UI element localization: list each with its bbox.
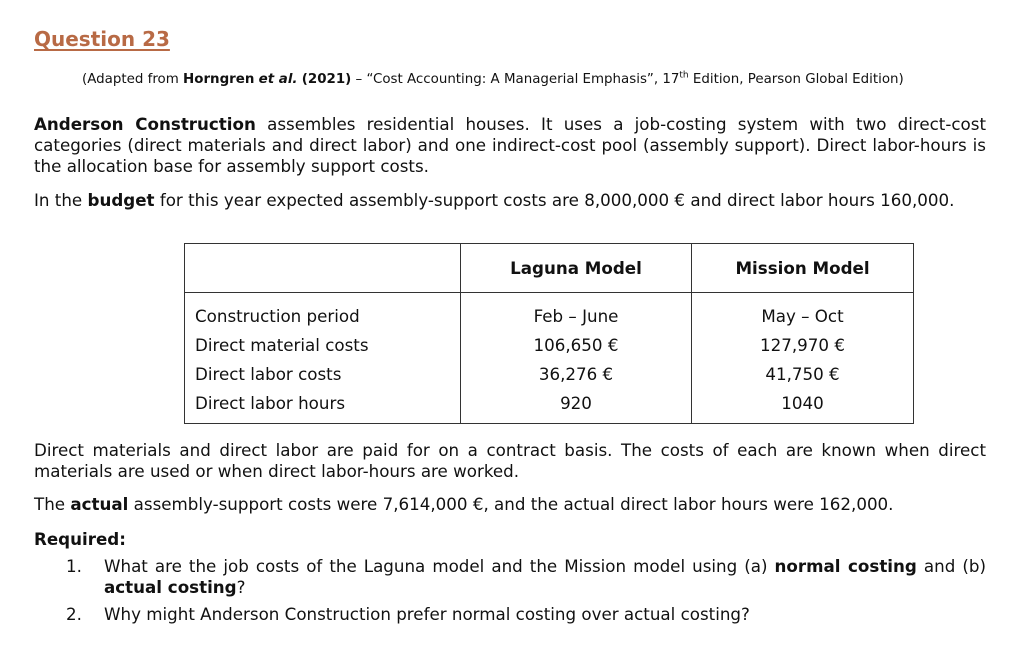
- row-label: Direct labor costs: [185, 359, 461, 388]
- laguna-value: 920: [461, 388, 692, 424]
- required-label: Required:: [34, 529, 126, 549]
- table-row: [185, 293, 914, 331]
- contract-paragraph: Direct materials and direct labor are paid for on a contract basis. The costs of each are known when direct materials are used or when direct labor-hours are worked.: [34, 440, 986, 481]
- intro-paragraph: Anderson Construction assembles residential houses. It uses a job-costing system with two direct-cost categories (direct materials and direct labor) and one indirect-cost pool (assembly support). Direct labor-hours is the allocation base for assembly support costs.: [34, 114, 986, 176]
- row-label: Direct material costs: [185, 330, 461, 359]
- mission-value: 127,970 €: [692, 330, 914, 359]
- table-header-row: [185, 244, 914, 293]
- item-number: 1.: [66, 556, 82, 576]
- question-list: [66, 556, 986, 631]
- mission-value: 1040: [692, 388, 914, 424]
- mission-value: May – Oct: [692, 293, 914, 331]
- item-text: Why might Anderson Construction prefer normal costing over actual costing?: [104, 604, 750, 624]
- laguna-value: Feb – June: [461, 293, 692, 331]
- table-row: [185, 330, 914, 359]
- row-label: Direct labor hours: [185, 388, 461, 424]
- job-data-table: [184, 243, 914, 424]
- company-name: Anderson Construction: [34, 114, 256, 134]
- item-number: 2.: [66, 604, 82, 624]
- header-mission: Mission Model: [692, 244, 914, 293]
- list-item: [66, 604, 986, 625]
- header-blank: [185, 244, 461, 293]
- budget-paragraph: In the budget for this year expected assembly-support costs are 8,000,000 € and direct labor hours 160,000.: [34, 190, 955, 210]
- table-row: [185, 359, 914, 388]
- row-label: Construction period: [185, 293, 461, 331]
- table-row: [185, 388, 914, 424]
- header-laguna: Laguna Model: [461, 244, 692, 293]
- laguna-value: 106,650 €: [461, 330, 692, 359]
- item-text: What are the job costs of the Laguna model and the Mission model using (a) normal costing and (b) actual costing?: [104, 556, 986, 597]
- question-title: Question 23: [34, 27, 170, 51]
- source-citation: (Adapted from Horngren et al. (2021) – “Cost Accounting: A Managerial Emphasis”, 17th Edition, Pearson Global Edition): [82, 70, 904, 87]
- mission-value: 41,750 €: [692, 359, 914, 388]
- actual-paragraph: The actual assembly-support costs were 7,614,000 €, and the actual direct labor hours were 162,000.: [34, 494, 894, 514]
- laguna-value: 36,276 €: [461, 359, 692, 388]
- list-item: [66, 556, 986, 598]
